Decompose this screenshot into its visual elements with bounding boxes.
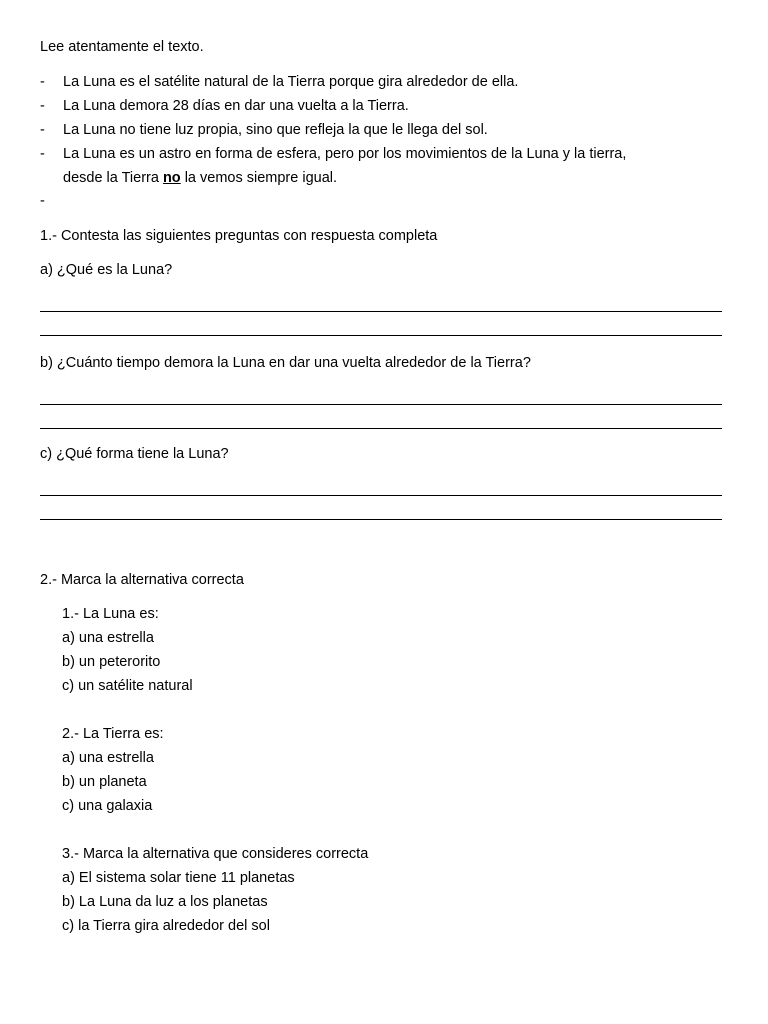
bullet-dash: - (40, 122, 45, 138)
section2-title: 2.- Marca la alternativa correcta (40, 572, 244, 588)
fact-text-continued (63, 170, 337, 187)
question-c: c) ¿Qué forma tiene la Luna? (40, 446, 229, 462)
answer-line[interactable] (40, 311, 722, 312)
mc-question-text: 3.- Marca la alternativa que consideres correcta (62, 846, 369, 862)
fact-text-part: desde la Tierra (63, 170, 163, 186)
bullet-dash: - (40, 193, 45, 209)
fact-text: La Luna es el satélite natural de la Tierra porque gira alrededor de ella. (63, 74, 519, 90)
mc-option[interactable]: a) una estrella (62, 630, 154, 646)
mc-option[interactable]: a) El sistema solar tiene 11 planetas (62, 870, 295, 886)
bullet-dash: - (40, 98, 45, 114)
mc-option[interactable]: b) un planeta (62, 774, 147, 790)
section1-title: 1.- Contesta las siguientes preguntas con respuesta completa (40, 228, 438, 244)
fact-text: La Luna demora 28 días en dar una vuelta a la Tierra. (63, 98, 409, 114)
mc-option[interactable]: c) la Tierra gira alrededor del sol (62, 918, 270, 934)
fact-text: La Luna no tiene luz propia, sino que refleja la que le llega del sol. (63, 122, 488, 138)
mc-question-text: 2.- La Tierra es: (62, 726, 164, 742)
question-b: b) ¿Cuánto tiempo demora la Luna en dar una vuelta alrededor de la Tierra? (40, 355, 531, 371)
bullet-dash: - (40, 74, 45, 90)
answer-line[interactable] (40, 495, 722, 496)
question-a: a) ¿Qué es la Luna? (40, 262, 173, 278)
answer-line[interactable] (40, 335, 722, 336)
answer-line[interactable] (40, 428, 722, 429)
mc-option[interactable]: b) La Luna da luz a los planetas (62, 894, 268, 910)
fact-text: La Luna es un astro en forma de esfera, pero por los movimientos de la Luna y la tierra, (63, 146, 627, 162)
intro-text: Lee atentamente el texto. (40, 39, 204, 55)
mc-option[interactable]: c) una galaxia (62, 798, 153, 814)
fact-text-part: la vemos siempre igual. (180, 170, 338, 186)
emphasis-no: no (162, 170, 181, 186)
mc-question-text: 1.- La Luna es: (62, 606, 159, 622)
mc-option[interactable]: c) un satélite natural (62, 678, 193, 694)
bullet-dash: - (40, 146, 45, 162)
answer-line[interactable] (40, 519, 722, 520)
mc-option[interactable]: b) un peterorito (62, 654, 161, 670)
answer-line[interactable] (40, 404, 722, 405)
mc-option[interactable]: a) una estrella (62, 750, 154, 766)
